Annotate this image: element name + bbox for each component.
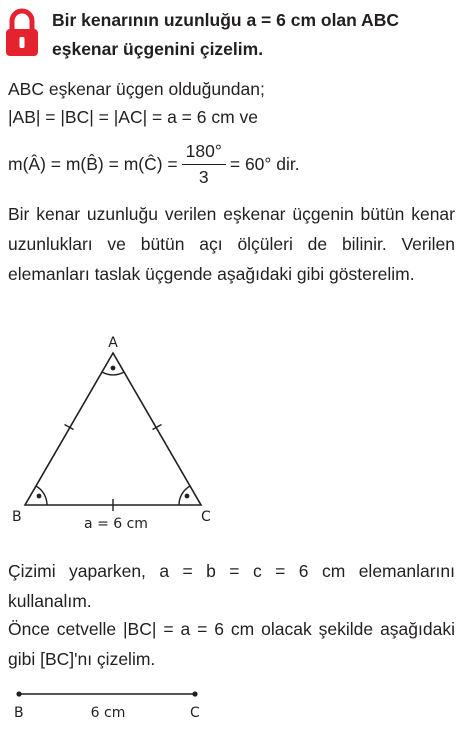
segment-figure <box>0 682 465 727</box>
segment-length-label: 6 cm <box>90 705 126 721</box>
lock-icon <box>4 6 40 58</box>
paragraph-equilateral: Bir kenar uzunluğu verilen eşkenar üçgenin bütün kenar uzunlukları ve bütün açı ölçüleri de bilinir. Verilen elemanları taslak üçgende aşağıdaki gibi gösterelim. <box>8 204 455 284</box>
angle-dot-c <box>185 494 190 499</box>
vertex-a-label: A <box>108 335 118 351</box>
fraction-denominator: 3 <box>198 166 209 187</box>
paragraph-use-elements: Çizimi yaparken, a = b = c = 6 cm elemanlarını kullanalım. <box>8 561 455 611</box>
angle-equation <box>8 136 300 192</box>
point-c <box>192 691 197 696</box>
segment-c-label: C <box>190 705 200 721</box>
point-b <box>16 691 21 696</box>
fraction-numerator: 180° <box>182 141 226 165</box>
fraction <box>182 141 226 188</box>
angle-dot-b <box>37 494 42 499</box>
angle-arc-a <box>102 372 124 375</box>
paragraph-draw-bc: Önce cetvelle |BC| = a = 6 cm olacak şekilde aşağıdaki gibi [BC]'nı çizelim. <box>8 619 455 669</box>
example-heading: Bir kenarının uzunluğu a = 6 cm olan ABC eşkenar üçgenini çizelim. <box>52 10 399 59</box>
angle-equation-left: m(Â) = m(B̂) = m(Ĉ) = <box>8 153 178 174</box>
intro-line-1: ABC eşkenar üçgen olduğundan; <box>8 79 265 99</box>
triangle-figure <box>0 325 465 540</box>
side-bc-label: a = 6 cm <box>84 516 148 532</box>
vertex-b-label: B <box>12 509 22 525</box>
angle-dot-a <box>111 366 116 371</box>
angle-equation-right: = 60° dir. <box>229 153 300 174</box>
segment-b-label: B <box>14 705 24 721</box>
intro-line-2: |AB| = |BC| = |AC| = a = 6 cm ve <box>8 107 259 127</box>
vertex-c-label: C <box>201 509 211 525</box>
